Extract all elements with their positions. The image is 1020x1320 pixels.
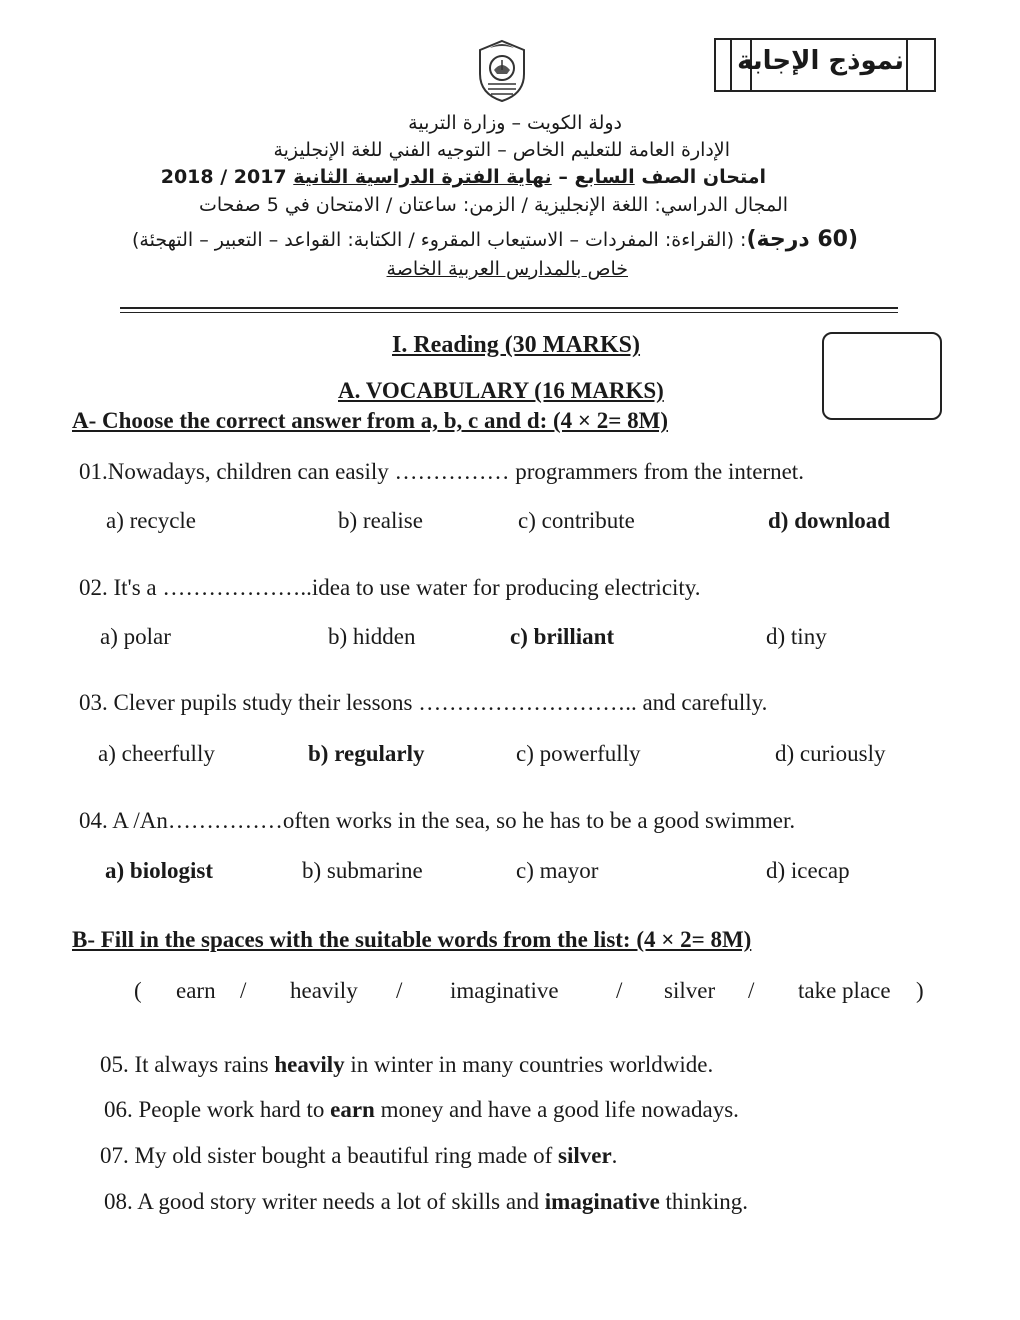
q02-option-d: d) tiny [766,624,827,649]
question-01: 01.Nowadays, children can easily …………… programmers from the internet. [79,459,804,484]
q02-option-a: a) polar [100,624,171,649]
part-a-instruction: A- Choose the correct answer from a, b, c and d: (4 × 2= 8M) [72,408,669,433]
answer-model-box [714,38,936,92]
header-divider [120,307,898,309]
sentence-06: 06. People work hard to earn money and have a good life nowadays. [104,1097,739,1122]
header-line2: الإدارة العامة للتعليم الخاص – التوجيه الفني للغة الإنجليزية [273,139,730,161]
q01-option-b: b) realise [338,508,423,533]
section-title: I. Reading (30 MARKS) [392,332,641,358]
header-line4: المجال الدراسي: اللغة الإنجليزية / الزمن: ساعتان / الامتحان في 5 صفحات [198,194,788,216]
q04-option-b: b) submarine [302,858,423,883]
q03-option-c: c) powerfully [516,741,641,766]
header-total-marks: (60 درجة) [746,227,858,252]
word-list-item: earn [176,978,216,1003]
question-04: 04. A /An……………often works in the sea, so he has to be a good swimmer. [79,808,796,833]
question-02: 02. It's a ………………..idea to use water for producing electricity. [79,575,701,600]
answer-06: earn [330,1097,375,1122]
q04-option-c: c) mayor [516,858,599,883]
word-list-item: silver [664,978,716,1003]
q01-option-d-answer: d) download [768,508,891,533]
subsection-title: A. VOCABULARY (16 MARKS) [338,378,664,403]
answer-05: heavily [274,1052,345,1077]
header-line3: امتحان الصف السابع – نهاية الفترة الدراسية الثانية 2018 / 2017 [160,166,766,188]
score-box [822,332,942,420]
header-divider-thin [120,312,898,313]
sentence-05: 05. It always rains heavily in winter in many countries worldwide. [100,1052,714,1077]
q02-option-c-answer: c) brilliant [510,624,615,649]
q03-option-b-answer: b) regularly [308,741,425,766]
q04-option-d: d) icecap [766,858,850,883]
question-03: 03. Clever pupils study their lessons ……………………….. and carefully. [79,690,768,715]
word-list-item: imaginative [450,978,559,1003]
word-list-item: take place [798,978,891,1003]
header-line1: دولة الكويت – وزارة التربية [408,112,622,134]
answer-model-label: نموذج الإجابة [737,46,904,76]
answer-07: silver [558,1143,612,1168]
kuwait-emblem-icon [474,38,530,104]
q01-option-a: a) recycle [106,508,197,533]
answer-08: imaginative [544,1189,660,1214]
q02-option-b: b) hidden [328,624,416,649]
part-b-instruction: B- Fill in the spaces with the suitable words from the list: (4 × 2= 8M) [72,927,752,952]
header-grade: السابع [574,166,635,188]
header-period: نهاية الفترة الدراسية الثانية [293,166,552,188]
sentence-07: 07. My old sister bought a beautiful ring made of silver. [100,1143,618,1168]
q03-option-a: a) cheerfully [98,741,215,766]
q01-option-c: c) contribute [518,508,635,533]
word-list: ( earn / heavily / imaginative / silver / take place ) [134,978,924,1003]
header-line6: خاص بالمدارس العربية الخاصة [386,258,628,280]
sentence-08: 08. A good story writer needs a lot of skills and imaginative thinking. [104,1189,748,1214]
q04-option-a-answer: a) biologist [105,858,213,883]
header-year: 2018 / 2017 [160,166,287,188]
header-line5: (60 درجة): (القراءة: المفردات – الاستيعاب المقروء / الكتابة: القواعد – التعبير – التهجئة) [132,227,858,252]
q03-option-d: d) curiously [775,741,886,766]
word-list-item: heavily [290,978,358,1003]
